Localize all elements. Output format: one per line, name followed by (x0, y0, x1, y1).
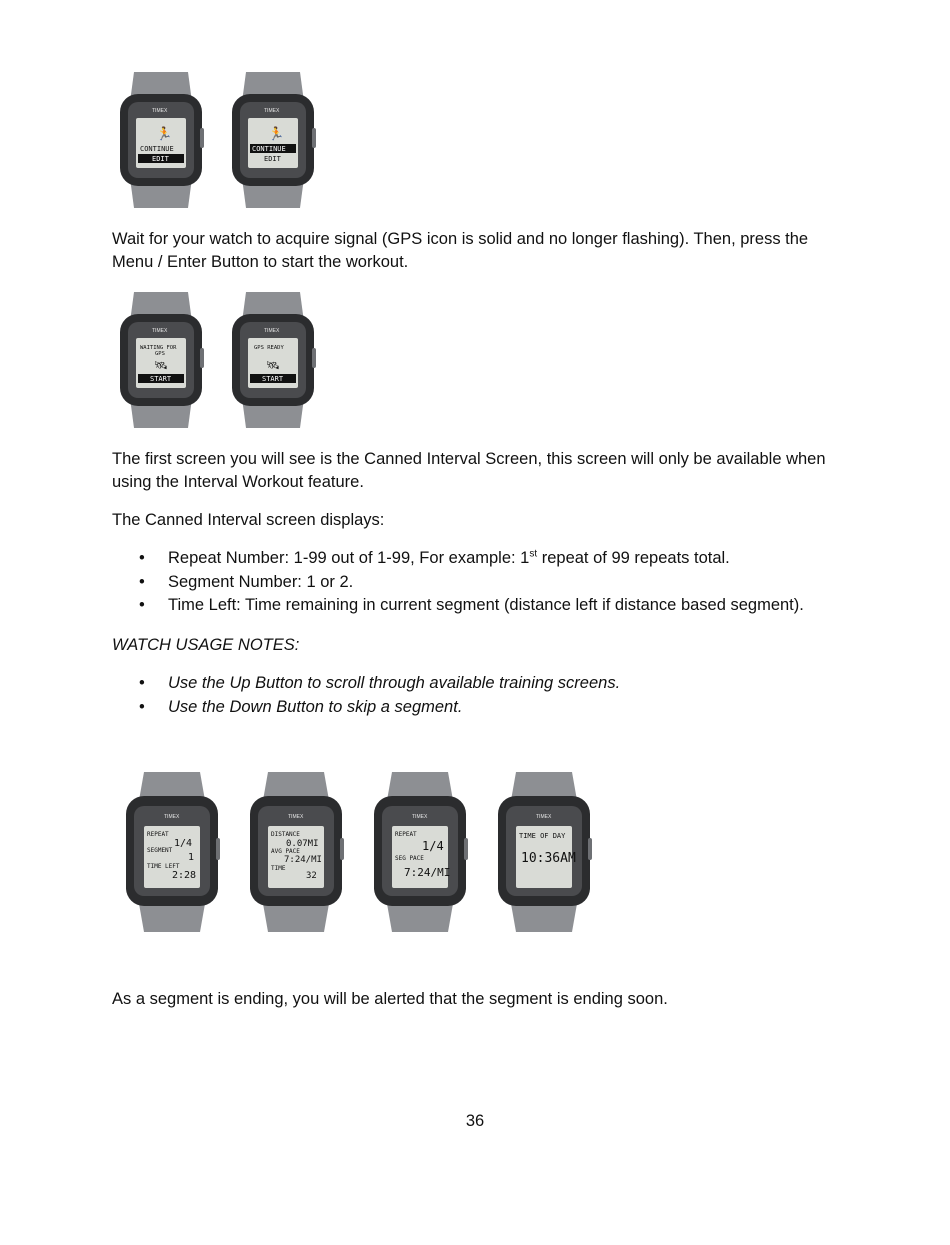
field-label: TIME LEFT (147, 863, 180, 870)
brand-label: TIMEX (152, 108, 168, 114)
satellite-icon: 🛰 (154, 360, 168, 372)
segment-ending-paragraph: As a segment is ending, you will be alerted that the segment is ending soon. (112, 990, 668, 1008)
watch-top-line-2: GPS (155, 351, 165, 357)
field-value: 1/4 (422, 839, 444, 853)
field-label: TIME OF DAY (519, 832, 566, 840)
watch-time-of-day-screen (494, 772, 594, 932)
watch-line-1: CONTINUE (252, 145, 286, 153)
watch-continue-edit-2 (228, 72, 318, 208)
field-label: REPEAT (395, 831, 417, 838)
field-label: DISTANCE (271, 831, 300, 838)
watch-distance-screen (246, 772, 346, 932)
field-value: 7:24/MI (284, 855, 322, 865)
usage-notes-list (112, 672, 872, 719)
field-label: SEGMENT (147, 847, 173, 854)
field-label: SEG PACE (395, 855, 424, 862)
brand-label: TIMEX (164, 814, 180, 820)
watch-line-2: EDIT (152, 155, 169, 163)
list-item: • Use the Up Button to scroll through available training screens. (139, 674, 621, 692)
list-item: • Segment Number: 1 or 2. (139, 572, 354, 591)
field-label: REPEAT (147, 831, 169, 838)
list-item: • Repeat Number: 1-99 out of 1-99, For example: 1st repeat of 99 repeats total. (139, 548, 730, 567)
brand-label: TIMEX (264, 328, 280, 334)
brand-label: TIMEX (264, 108, 280, 114)
canned-interval-paragraph: The first screen you will see is the Canned Interval Screen, this screen will only be available when using the Interval Workout feature. (112, 450, 826, 491)
field-value: 1 (188, 852, 195, 863)
satellite-icon: 🛰 (266, 360, 280, 372)
page-number: 36 (465, 1112, 485, 1130)
runner-icon: 🏃 (268, 126, 285, 141)
field-label: TIME (271, 865, 286, 872)
watch-seg-pace-screen (370, 772, 470, 932)
watch-gps-ready (228, 292, 318, 428)
canned-interval-intro: The Canned Interval screen displays: (112, 511, 385, 529)
brand-label: TIMEX (152, 328, 168, 334)
brand-label: TIMEX (536, 814, 552, 820)
display-bullet-list (112, 547, 872, 618)
field-value: 7:24/MI (404, 866, 451, 879)
field-value: 2:28 (172, 870, 197, 881)
list-item: • Use the Down Button to skip a segment. (139, 697, 463, 716)
field-value: 1/4 (174, 838, 193, 849)
field-value: 10:36AM (521, 851, 576, 866)
watch-top-line: GPS READY (254, 345, 284, 351)
field-label: AVG PACE (271, 848, 300, 855)
start-label: START (262, 375, 284, 383)
instruction-paragraph: Wait for your watch to acquire signal (GPS icon is solid and no longer flashing). Then, press the Menu / Enter Button to start the workout. (112, 230, 809, 271)
brand-label: TIMEX (412, 814, 428, 820)
watch-line-2: EDIT (264, 155, 281, 163)
watch-continue-edit-1 (116, 72, 206, 208)
runner-icon: 🏃 (156, 126, 173, 141)
usage-notes-heading: WATCH USAGE NOTES: (112, 636, 300, 654)
field-value: 0.07MI (286, 839, 319, 849)
watch-top-line: WAITING FOR (140, 345, 177, 351)
list-item: • Time Left: Time remaining in current segment (distance left if distance based segment). (139, 596, 804, 614)
watch-interval-screen (122, 772, 222, 932)
watch-line-1: CONTINUE (140, 145, 174, 153)
brand-label: TIMEX (288, 814, 304, 820)
start-label: START (150, 375, 172, 383)
field-value: 32 (306, 871, 317, 881)
watch-waiting-gps (116, 292, 206, 428)
